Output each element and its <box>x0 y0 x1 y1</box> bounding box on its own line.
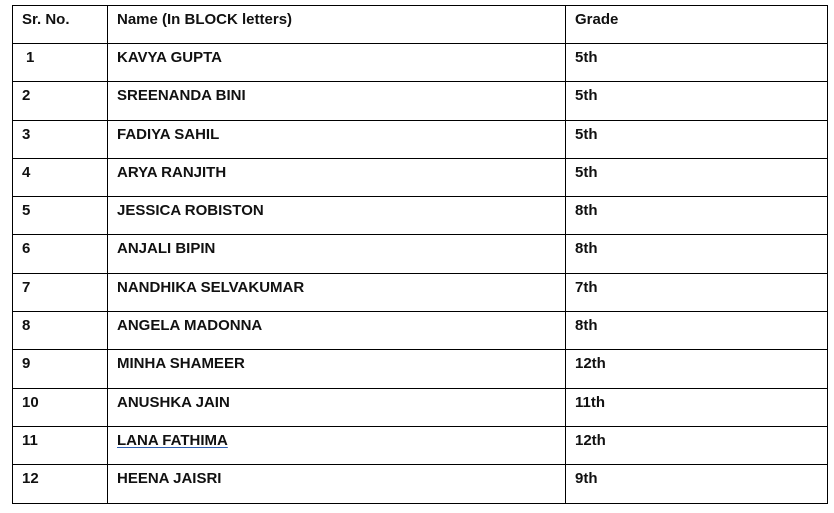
cell-name: JESSICA ROBISTON <box>108 197 566 235</box>
table-row <box>13 312 828 350</box>
cell-grade: 8th <box>566 197 828 235</box>
table-row <box>13 350 828 388</box>
spellcheck-flagged-name[interactable]: LANA FATHIMA <box>117 431 228 449</box>
cell-name: ARYA RANJITH <box>108 158 566 196</box>
cell-sr-no: 7 <box>13 273 108 311</box>
header-grade: Grade <box>566 6 828 44</box>
cell-grade: 8th <box>566 235 828 273</box>
cell-grade: 5th <box>566 44 828 82</box>
cell-name: SREENANDA BINI <box>108 82 566 120</box>
cell-sr-no: 1 <box>13 44 108 82</box>
cell-grade: 11th <box>566 388 828 426</box>
cell-grade: 7th <box>566 273 828 311</box>
cell-name <box>108 426 566 464</box>
cell-name: ANJALI BIPIN <box>108 235 566 273</box>
table-row <box>13 82 828 120</box>
table-row <box>13 235 828 273</box>
cell-grade: 8th <box>566 312 828 350</box>
cell-sr-no: 9 <box>13 350 108 388</box>
cell-sr-no: 11 <box>13 426 108 464</box>
cell-sr-no: 3 <box>13 120 108 158</box>
table-row <box>13 197 828 235</box>
cell-name: HEENA JAISRI <box>108 465 566 503</box>
header-name: Name (In BLOCK letters) <box>108 6 566 44</box>
table-row <box>13 273 828 311</box>
cell-sr-no: 2 <box>13 82 108 120</box>
cell-sr-no: 4 <box>13 158 108 196</box>
cell-grade: 5th <box>566 158 828 196</box>
cell-grade: 12th <box>566 350 828 388</box>
table-row <box>13 44 828 82</box>
cell-grade: 12th <box>566 426 828 464</box>
table-header-row <box>13 6 828 44</box>
header-sr-no: Sr. No. <box>13 6 108 44</box>
cell-grade: 9th <box>566 465 828 503</box>
student-roster-table <box>12 5 828 504</box>
cell-sr-no: 8 <box>13 312 108 350</box>
table-row <box>13 465 828 503</box>
cell-sr-no: 12 <box>13 465 108 503</box>
cell-grade: 5th <box>566 82 828 120</box>
cell-name: NANDHIKA SELVAKUMAR <box>108 273 566 311</box>
cell-grade: 5th <box>566 120 828 158</box>
cell-name: MINHA SHAMEER <box>108 350 566 388</box>
cell-sr-no: 10 <box>13 388 108 426</box>
cell-sr-no: 6 <box>13 235 108 273</box>
table-row <box>13 388 828 426</box>
cell-sr-no: 5 <box>13 197 108 235</box>
table-row <box>13 120 828 158</box>
cell-name: ANUSHKA JAIN <box>108 388 566 426</box>
cell-name: ANGELA MADONNA <box>108 312 566 350</box>
cell-name: FADIYA SAHIL <box>108 120 566 158</box>
cell-name: KAVYA GUPTA <box>108 44 566 82</box>
table-row <box>13 426 828 464</box>
table-row <box>13 158 828 196</box>
